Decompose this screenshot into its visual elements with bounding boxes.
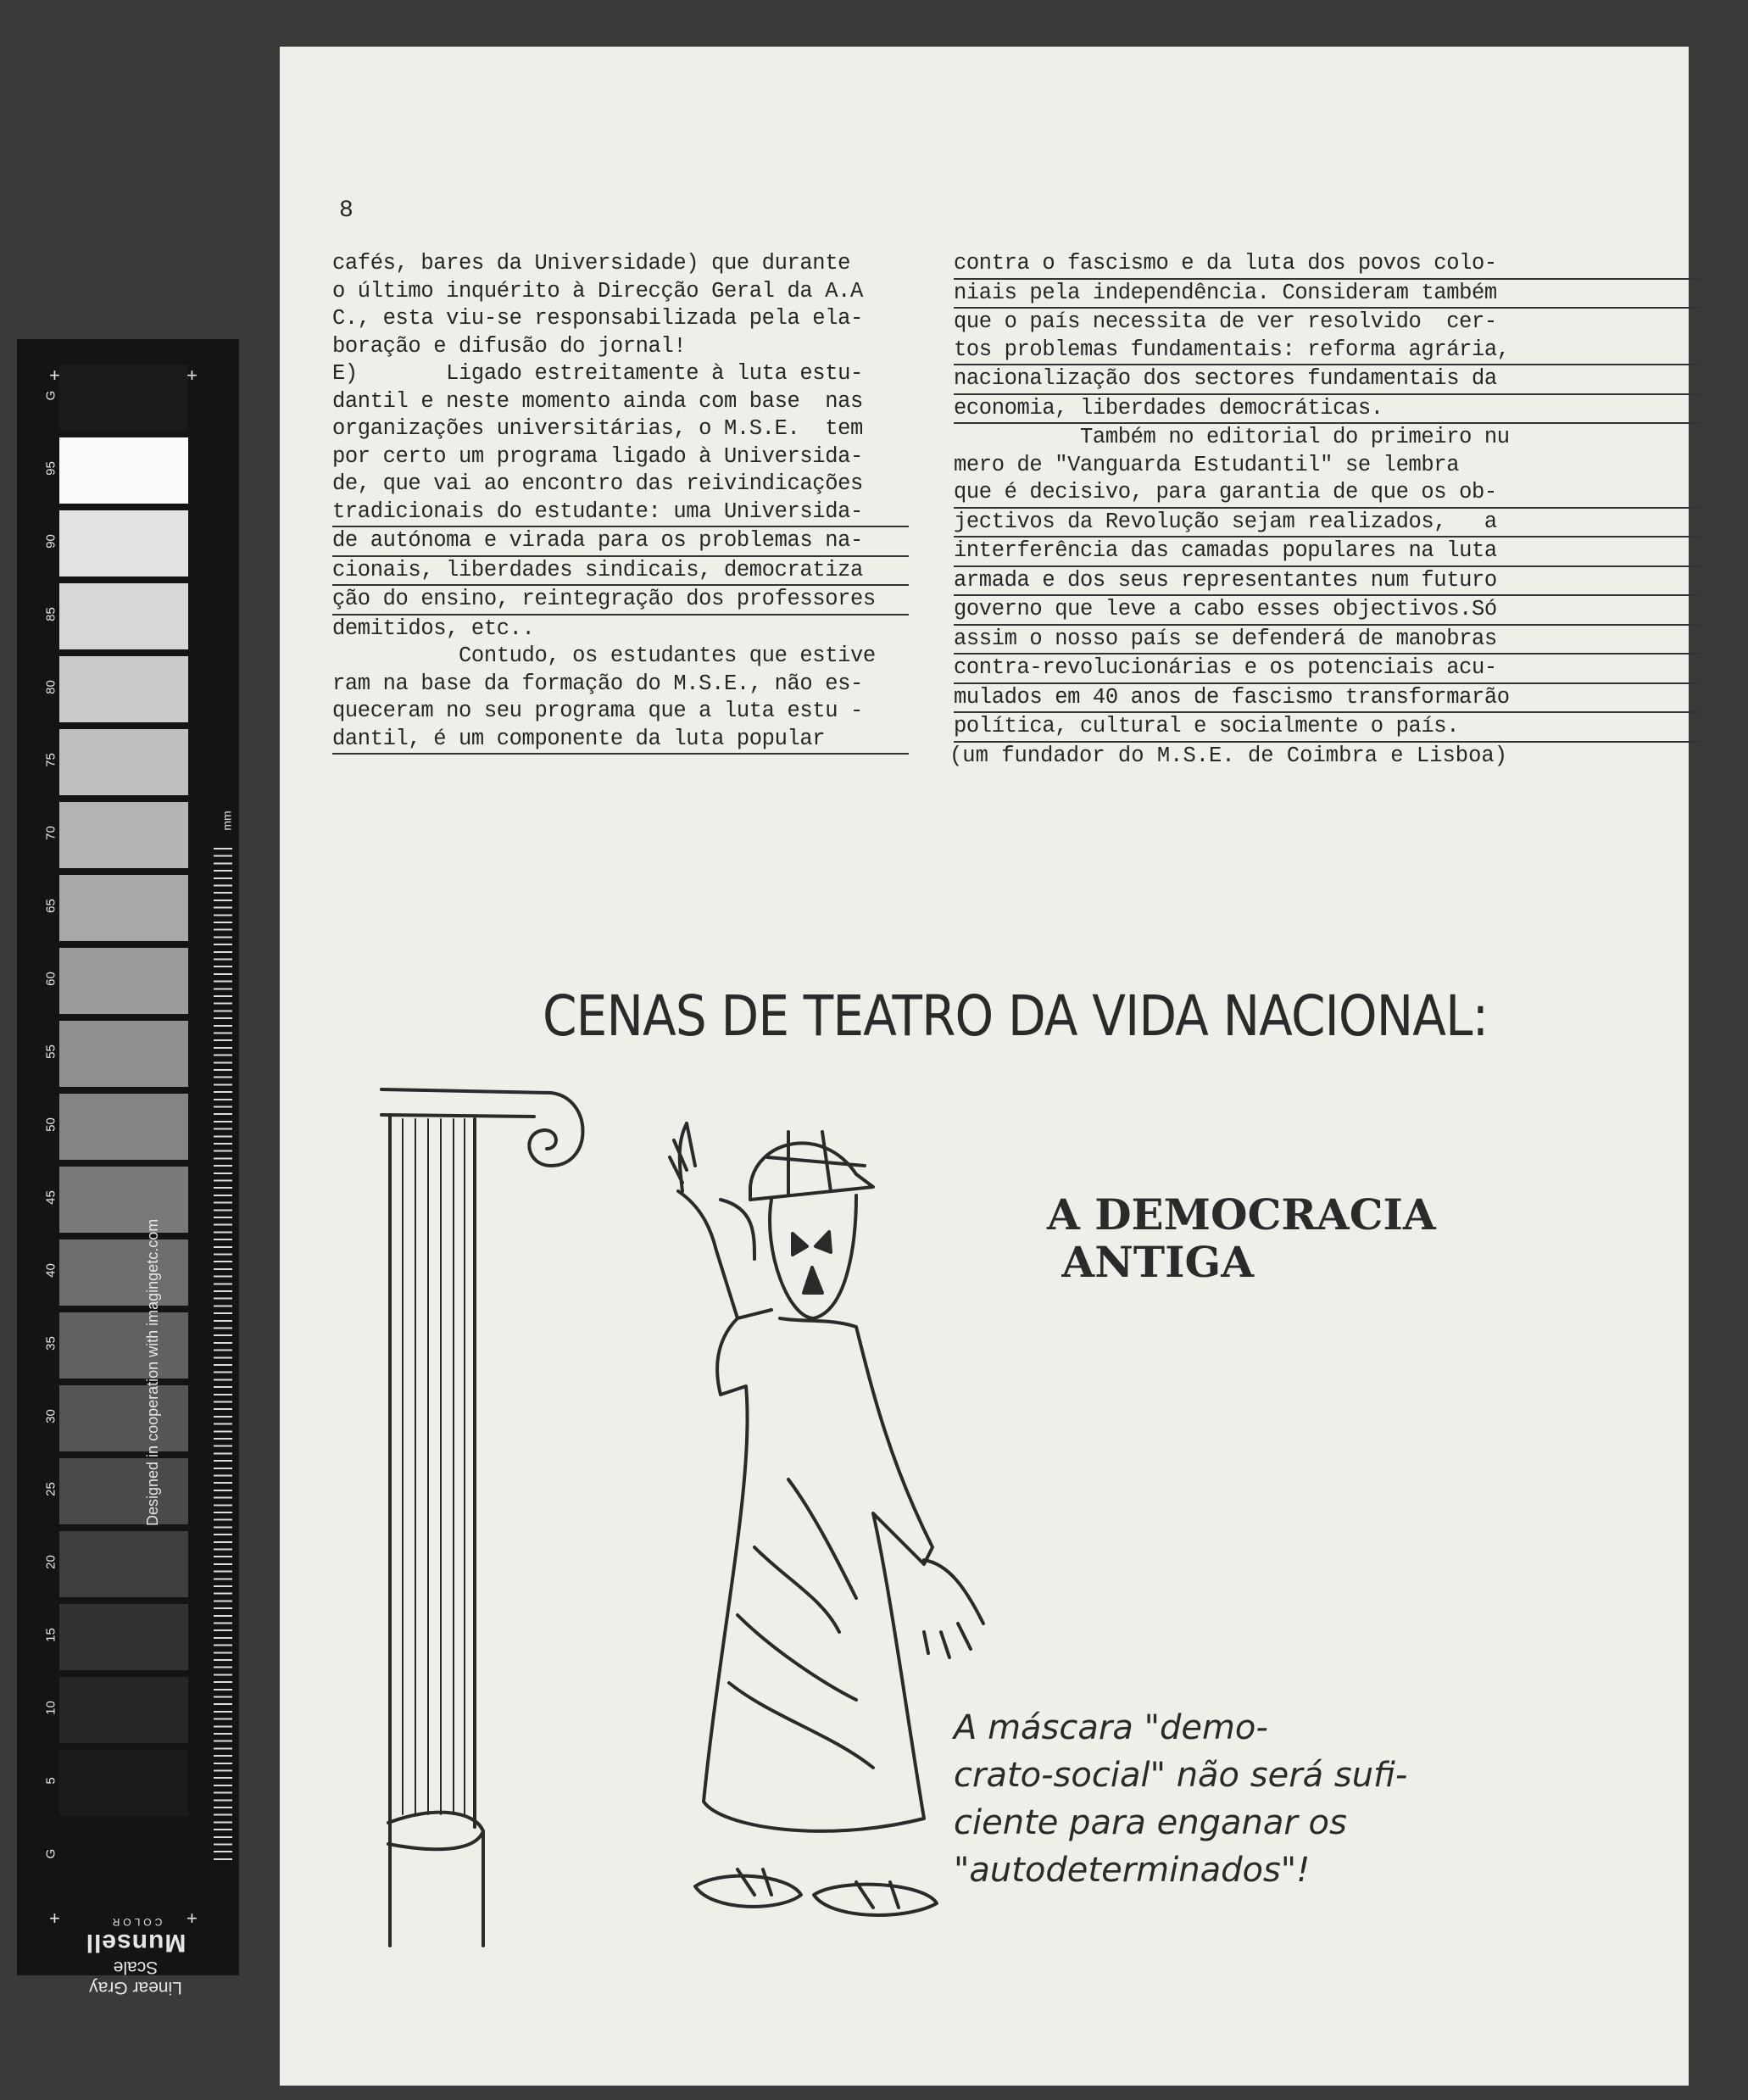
- text-line: que o país necessita de ver resolvido cer-: [954, 309, 1497, 334]
- gray-patch: [59, 1385, 188, 1451]
- gray-patch: [59, 1604, 188, 1670]
- gray-patch: [59, 510, 188, 577]
- gray-patch: [59, 1823, 188, 1889]
- patch-label: 5: [43, 1777, 58, 1785]
- article-signature: (um fundador do M.S.E. de Coimbra e Lisboa): [949, 744, 1508, 768]
- cartoon-caption: A máscara "demo- crato-social" não será sufi- ciente para enganar os "autodeterminados"!: [954, 1708, 1408, 1890]
- text-line: o último inquérito à Direcção Geral da A.A: [332, 278, 863, 304]
- gray-patch: [59, 802, 188, 868]
- patch-label: 65: [43, 899, 58, 913]
- plus-mark: +: [186, 365, 198, 386]
- gray-patch: [59, 1167, 188, 1233]
- gray-patch: [59, 1094, 188, 1160]
- gray-patch: [59, 1531, 188, 1597]
- text-line: dantil, é um componente da luta popular: [332, 726, 909, 755]
- text-line: jectivos da Revolução sejam realizados, a: [954, 509, 1700, 538]
- patch-label: 35: [43, 1336, 58, 1351]
- gray-patch: [59, 875, 188, 941]
- text-line: de autónoma e virada para os problemas na-: [332, 527, 909, 557]
- cartoon-title: CENAS DE TEATRO DA VIDA NACIONAL:: [543, 983, 1489, 1049]
- gray-patch: [59, 948, 188, 1014]
- patch-label: 70: [43, 826, 58, 840]
- text-line: dantil e neste momento ainda com base nas: [332, 388, 863, 414]
- card-brand: [68, 1916, 203, 1997]
- patch-label: 40: [43, 1263, 58, 1278]
- text-line: niais pela independência. Consideram também: [954, 280, 1700, 309]
- text-line: nacionalização dos sectores fundamentais da: [954, 365, 1700, 395]
- text-line: contra o fascismo e da luta dos povos colo-: [954, 250, 1700, 280]
- text-line: interferência das camadas populares na luta: [954, 538, 1700, 567]
- brand-name: Munsell: [85, 1929, 186, 1957]
- text-line: cionais, liberdades sindicais, democratiza: [332, 557, 909, 587]
- patch-label: 85: [43, 607, 58, 621]
- text-line: armada e dos seus representantes num futuro: [954, 567, 1700, 597]
- text-line: governo que leve a cabo esses objectivos.Só: [954, 596, 1700, 626]
- text-line: política, cultural e socialmente o país.: [954, 713, 1700, 743]
- gray-patch: [59, 1677, 188, 1743]
- left-sandal: [695, 1876, 801, 1907]
- patch-label: 50: [43, 1117, 58, 1132]
- plus-mark: +: [49, 1908, 60, 1929]
- patch-label: 80: [43, 680, 58, 694]
- patch-label: G: [43, 390, 58, 401]
- text-line: de, que vai ao encontro das reivindicações: [332, 471, 863, 496]
- text-line: Também no editorial do primeiro nu: [954, 425, 1510, 449]
- text-line: contra-revolucionárias e os potenciais acu-: [954, 655, 1700, 684]
- gray-scale-card: [17, 339, 239, 1997]
- text-line: organizações universitárias, o M.S.E. tem: [332, 416, 863, 441]
- mm-ruler: [214, 848, 232, 1865]
- gray-patch: [59, 1750, 188, 1816]
- column-capital: [381, 1089, 583, 1166]
- document-page: [280, 47, 1689, 2086]
- gray-patch: [59, 583, 188, 649]
- gray-patch: [59, 1458, 188, 1524]
- mm-label: mm: [220, 810, 234, 831]
- scale-name: Linear Gray Scale: [89, 1958, 182, 1997]
- cartoon-drawing: [280, 1039, 1467, 1971]
- plus-mark: +: [186, 1908, 198, 1929]
- text-line: cafés, bares da Universidade) que durante: [332, 251, 851, 276]
- brand-sub: COLOR: [109, 1916, 163, 1928]
- patch-label: 15: [43, 1628, 58, 1642]
- text-line: queceram no seu programa que a luta estu -: [332, 699, 863, 723]
- left-text-column: [332, 250, 909, 755]
- text-line: assim o nosso país se defenderá de manobras: [954, 626, 1700, 655]
- text-line: que é decisivo, para garantia de que os ob-: [954, 479, 1700, 509]
- text-line: tradicionais do estudante: uma Universida-: [332, 499, 909, 528]
- democracy-title: A DEMOCRACIA ANTIGA: [1047, 1189, 1436, 1287]
- patch-label: G: [43, 1848, 58, 1859]
- gray-patch: [59, 437, 188, 504]
- text-line: economia, liberdades democráticas.: [954, 395, 1700, 425]
- patch-label: 45: [43, 1190, 58, 1205]
- text-line: C., esta viu-se responsabilizada pela ela-: [332, 306, 863, 331]
- gray-patch: [59, 729, 188, 795]
- gray-patch: [59, 656, 188, 722]
- patch-label: 90: [43, 534, 58, 549]
- gray-patch: [59, 1239, 188, 1306]
- patch-label: 55: [43, 1044, 58, 1059]
- patch-label: 20: [43, 1555, 58, 1569]
- text-line: boração e difusão do jornal!: [332, 333, 687, 359]
- text-line: Contudo, os estudantes que estive: [332, 643, 876, 668]
- patch-label: 10: [43, 1701, 58, 1715]
- patch-label: 75: [43, 753, 58, 767]
- text-line: ram na base da formação do M.S.E., não es-: [332, 671, 863, 696]
- text-line: mero de "Vanguarda Estudantil" se lembra: [954, 452, 1460, 477]
- toga-figure: [670, 1123, 983, 1915]
- patch-label: 60: [43, 972, 58, 986]
- gray-patch: [59, 365, 188, 431]
- right-text-column: [954, 250, 1700, 743]
- gray-patch: [59, 1021, 188, 1087]
- text-line: ção do ensino, reintegração dos professores: [332, 586, 909, 616]
- column-shaft: [388, 1115, 483, 1946]
- text-line: mulados em 40 anos de fascismo transformarão: [954, 684, 1700, 714]
- page-number: 8: [339, 198, 353, 224]
- gray-patch: [59, 1312, 188, 1379]
- right-sandal: [814, 1885, 937, 1915]
- card-side-text: Designed in cooperation with imagingetc.com: [144, 1218, 161, 1526]
- text-line: E) Ligado estreitamente à luta estu-: [332, 361, 863, 386]
- text-line: demitidos, etc..: [332, 616, 535, 641]
- patch-label: 95: [43, 461, 58, 476]
- patch-label: 30: [43, 1409, 58, 1423]
- text-line: por certo um programa ligado à Universida-: [332, 443, 863, 469]
- plus-mark: +: [49, 365, 60, 386]
- patch-label: 25: [43, 1482, 58, 1496]
- text-line: tos problemas fundamentais: reforma agrária,: [954, 337, 1700, 366]
